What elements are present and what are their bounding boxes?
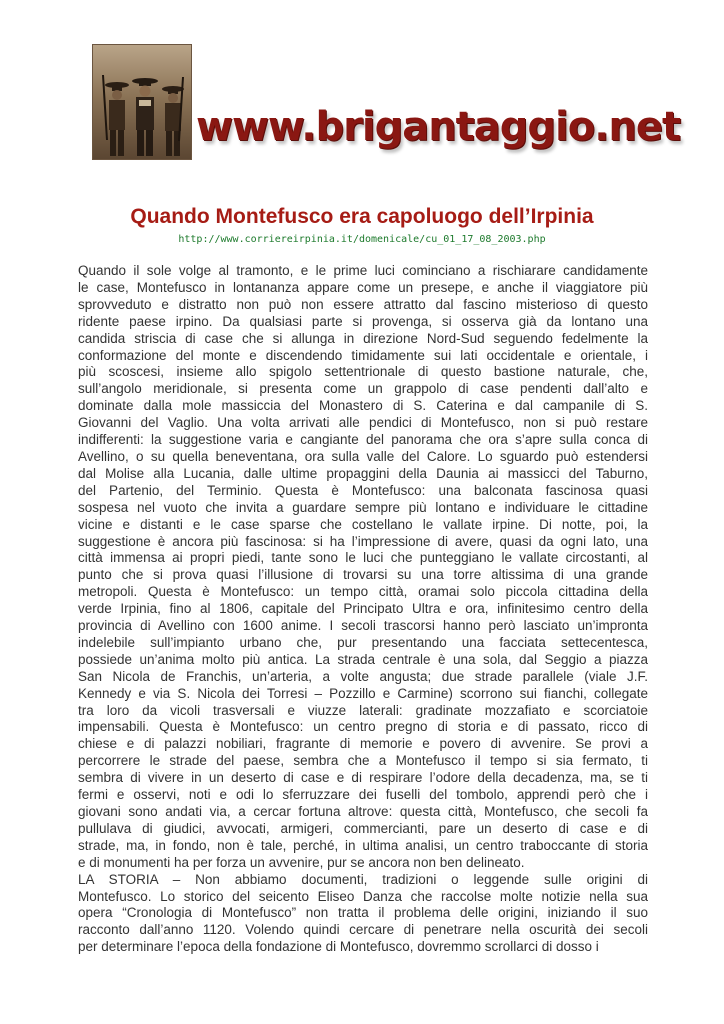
text-line: sull’angolo meridionale, si presenta come un grappolo di case pendenti dall’alto e bbox=[78, 381, 648, 397]
site-banner bbox=[92, 44, 681, 164]
article-body bbox=[78, 263, 648, 956]
paragraph-intro bbox=[78, 263, 648, 872]
text-line: percorrere le strade del paese, sembra che a Montefusco il tempo si sia fermato, ti bbox=[78, 753, 648, 769]
text-line: verde Irpinia, fino al 1806, capitale del Principato Ultra e ora, infinitesimo centro della bbox=[78, 601, 648, 617]
text-line: pullulava di giudici, avvocati, armigeri, commercianti, pare un deserto di case e di bbox=[78, 820, 648, 836]
text-line: vicine e distanti e le case sparse che costellano le vallate irpine. Di notte, poi, la bbox=[78, 516, 648, 532]
text-line: impensabili. Questa è Montefusco: un centro pregno di storia e di passato, ricco di bbox=[78, 719, 648, 735]
text-line: città immensa ai propri piedi, tante sono le luci che punteggiano le vallate circostanti, al bbox=[78, 550, 648, 566]
text-line: giovani sono andati via, a cercar fortuna altrove: questa città, Montefusco, che secoli fa bbox=[78, 804, 648, 819]
text-line: racconto dall’anno 1120. Volendo quindi cercare di penetrare nella oscurità dei secoli bbox=[78, 922, 648, 938]
text-line: dominate dalla mole massiccia del Monastero di S. Caterina e dal campanile di S. bbox=[78, 398, 648, 414]
text-line: più scoscesi, insieme allo spigolo settentrionale di questo bastione naturale, che, bbox=[78, 364, 648, 380]
text-line: Quando il sole volge al tramonto, e le prime luci cominciano a rischiarare candidamente bbox=[78, 263, 648, 278]
text-line: indelebile sull’impianto urbano che, pur presentando una facciata settecentesca, bbox=[78, 634, 648, 650]
text-line: indifferenti: la suggestione varia e cangiante del panorama che ora s’apre sulla conca di bbox=[78, 432, 648, 448]
text-line: del Partenio, del Terminio. Questa è Montefusco: una balconata fascinosa quasi bbox=[78, 482, 648, 498]
text-line: conformazione del monte e discendendo timidamente sui lati occidentale e orientale, i bbox=[78, 347, 648, 363]
historical-photo-icon bbox=[92, 44, 192, 160]
text-line: dal Molise alla Lucania, dalle ultime propaggini della Daunia ai massicci del Taburno, bbox=[78, 465, 648, 481]
text-line: possiede un’anima molto più antica. La strada centrale è una sola, dal Seggio a piazza bbox=[78, 651, 648, 667]
text-line: provincia di Avellino con 1600 anime. I secoli trascorsi hanno però lasciato un’impronta bbox=[78, 618, 648, 634]
text-line: strade, ma, in fondo, non è tale, perché, in ultima analisi, un centro traboccante di storia bbox=[78, 837, 648, 853]
brigands-figures-illustration bbox=[93, 45, 191, 159]
text-line: fermi e osservi, noti e odi lo sferruzzare dei fuselli del tombolo, apprendi però che i bbox=[78, 787, 648, 803]
source-link[interactable]: http://www.corriereirpinia.it/domenicale/cu_01_17_08_2003.php bbox=[178, 234, 546, 245]
text-line: chiese e di palazzi nobiliari, fragrante di memorie e povero di avvenire. Se provi a bbox=[78, 736, 648, 752]
text-line: sprovveduto e distratto non può non essere attratto dal fascino misterioso di questo bbox=[78, 296, 648, 312]
text-line: punto che si prova quasi l’illusione di trovarsi su una torre altissima di una grande bbox=[78, 567, 648, 583]
text-line: e di monumenti ha per forza un avvenire, pur se ancora non ben delineato. bbox=[78, 854, 525, 870]
text-line: LA STORIA – Non abbiamo documenti, tradizioni o leggende sulle origini di bbox=[78, 871, 648, 887]
text-line: ridente paese irpino. Da qualsiasi parte si provenga, si osserva già da lontano una bbox=[78, 313, 648, 329]
paragraph-history bbox=[78, 872, 648, 957]
article-title: Quando Montefusco era capoluogo dell’Irpinia bbox=[130, 205, 594, 228]
text-line: le case, Montefusco in lontananza appare come un presepe, e anche il viaggiatore più bbox=[78, 279, 648, 295]
text-line: candida striscia di case che si allunga in direzione Nord-Sud seguendo fedelmente la bbox=[78, 330, 648, 346]
text-line: tra loro da vicoli trasversali e viuzze laterali: gradinate mozzafiato e scorciatoie bbox=[78, 702, 648, 718]
text-line: sospesa nel vuoto che invita a guardare sempre più lontano e individuare le cittadine bbox=[78, 499, 648, 515]
text-line: San Nicola de Franchis, un’arteria, a volte angusta; due strade parallele (viale J.F. bbox=[78, 668, 648, 684]
text-line: metropoli. Questa è Montefusco: un tempo città, oramai solo piccola cittadina della bbox=[78, 584, 648, 600]
text-line: Montefusco. Lo storico del seicento Eliseo Danza che raccolse molte notizie nella sua bbox=[78, 888, 648, 904]
text-line: Avellino, o su quella beneventana, ora sulla valle del Calore. Lo sguardo può estendersi bbox=[78, 448, 648, 464]
text-line: opera “Cronologia di Montefusco” non tratta il problema delle origini, iniziando il suo bbox=[78, 905, 648, 921]
text-line: sembra di vivere in un deserto di case e di respirare l’odore della decadenza, ma, se ti bbox=[78, 770, 648, 786]
text-line: Giovanni del Vaglio. Una volta arrivati alle pendici di Montefusco, non si può restare bbox=[78, 415, 648, 431]
text-line: suggestione è ancora più fascinosa: si ha l’impressione di avere, quasi da ogni lato, una bbox=[78, 533, 648, 549]
text-line: Kennedy e via S. Nicola dei Torresi – Pozzillo e Carmine) scorrono sui fianchi, collegate bbox=[78, 685, 648, 701]
site-url-logo[interactable]: www.brigantaggio.net bbox=[196, 104, 681, 150]
text-line: per determinare l’epoca della fondazione di Montefusco, dovremmo scrollarci di dosso i bbox=[78, 939, 599, 955]
